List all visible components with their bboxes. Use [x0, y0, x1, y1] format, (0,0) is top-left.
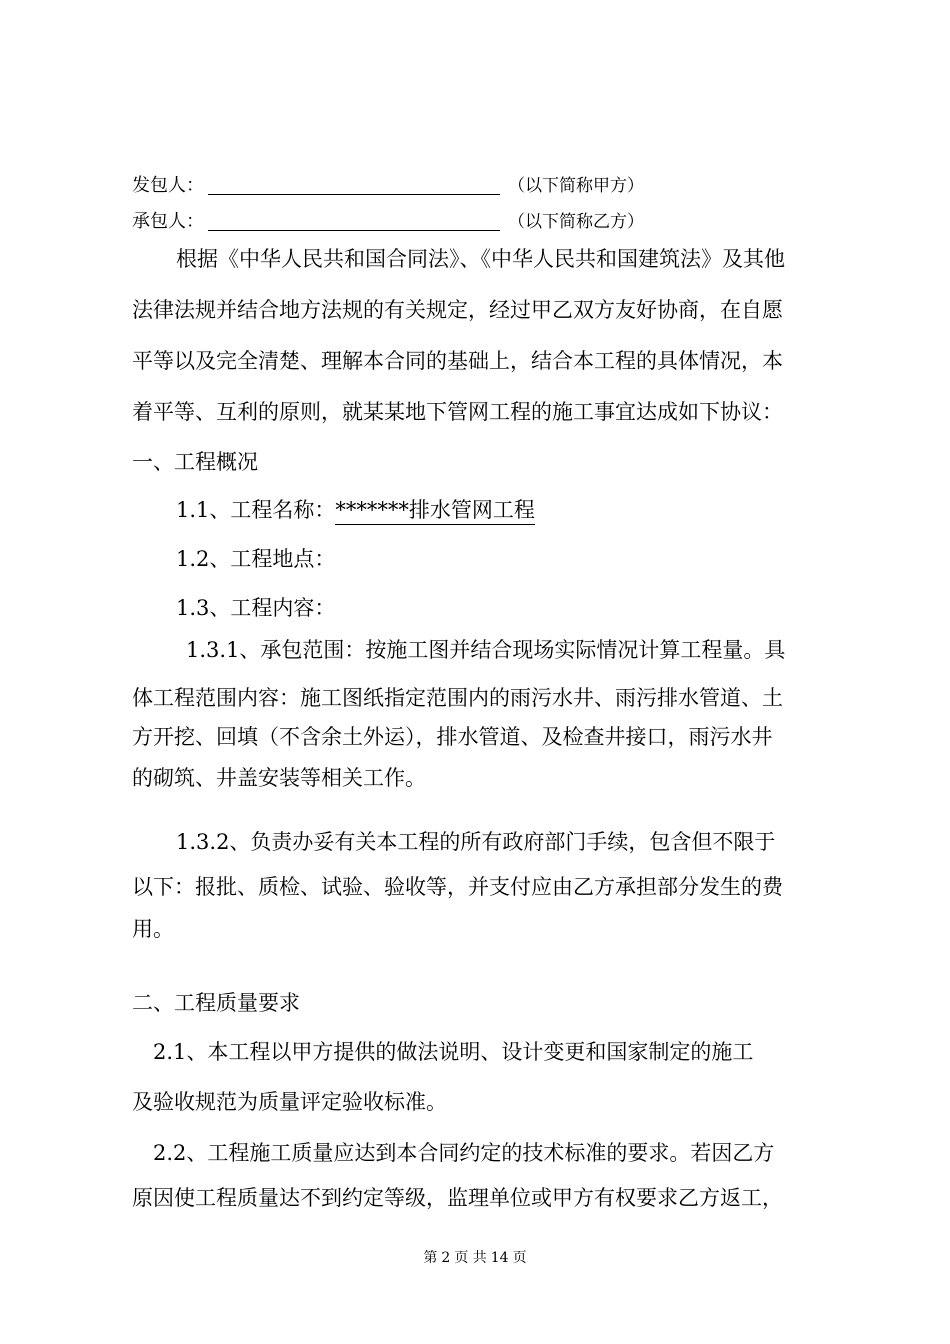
total-page-count: 14 — [490, 1250, 509, 1266]
item-1-1-label: 1.1、工程名称： — [176, 498, 336, 522]
builder-label: 承包人： — [132, 211, 204, 232]
preamble-line: 根据《中华人民共和国合同法》、《中华人民共和国建筑法》及其他 — [176, 247, 785, 271]
footer-middle: 页 共 — [454, 1250, 487, 1266]
page-footer — [0, 1247, 950, 1267]
item-1-3-1-line: 的砌筑、井盖安装等相关工作。 — [132, 766, 426, 790]
project-name-value: *******排水管网工程 — [335, 498, 535, 525]
item-2-1-line: 2.1、本工程以甲方提供的做法说明、设计变更和国家制定的施工 — [153, 1040, 754, 1064]
item-2-2-line: 原因使工程质量达不到约定等级，监理单位或甲方有权要求乙方返工， — [132, 1186, 783, 1210]
section1-heading: 一、工程概况 — [132, 450, 258, 474]
contractor-note: （以下简称甲方） — [508, 176, 644, 196]
builder-line — [132, 206, 644, 236]
contractor-blank-field[interactable] — [208, 174, 500, 195]
item-1-3-2-line: 用。 — [132, 917, 174, 941]
footer-prefix: 第 — [423, 1250, 438, 1266]
builder-blank-field[interactable] — [208, 210, 500, 231]
item-2-2-line: 2.2、工程施工质量应达到本合同约定的技术标准的要求。若因乙方 — [153, 1141, 775, 1165]
preamble-line: 着平等、互利的原则，就某某地下管网工程的施工事宜达成如下协议： — [132, 400, 783, 424]
item-1-3-2-line: 1.3.2、负责办妥有关本工程的所有政府部门手续，包含但不限于 — [176, 830, 776, 854]
section2-heading: 二、工程质量要求 — [132, 991, 300, 1015]
item-1-2: 1.2、工程地点： — [176, 547, 336, 571]
item-1-3-1-line: 1.3.1、承包范围：按施工图并结合现场实际情况计算工程量。具 — [186, 638, 786, 662]
preamble-line: 平等以及完全清楚、理解本合同的基础上，结合本工程的具体情况，本 — [132, 349, 783, 373]
contractor-label: 发包人： — [132, 175, 204, 196]
item-1-3: 1.3、工程内容： — [176, 596, 336, 620]
footer-suffix: 页 — [512, 1250, 527, 1266]
builder-note: （以下简称乙方） — [508, 212, 644, 232]
item-1-3-1-line: 体工程范围内容：施工图纸指定范围内的雨污水井、雨污排水管道、土 — [132, 686, 783, 710]
current-page-number: 2 — [441, 1250, 451, 1266]
item-2-1-line: 及验收规范为质量评定验收标准。 — [132, 1090, 447, 1114]
preamble-line: 法律法规并结合地方法规的有关规定，经过甲乙双方友好协商，在自愿 — [132, 298, 783, 322]
item-1-3-2-line: 以下：报批、质检、试验、验收等，并支付应由乙方承担部分发生的费 — [132, 875, 783, 899]
item-1-3-1-line: 方开挖、回填（不含余土外运），排水管道、及检查井接口，雨污水井 — [132, 725, 773, 749]
item-1-1 — [176, 496, 535, 524]
contractor-line — [132, 170, 644, 200]
